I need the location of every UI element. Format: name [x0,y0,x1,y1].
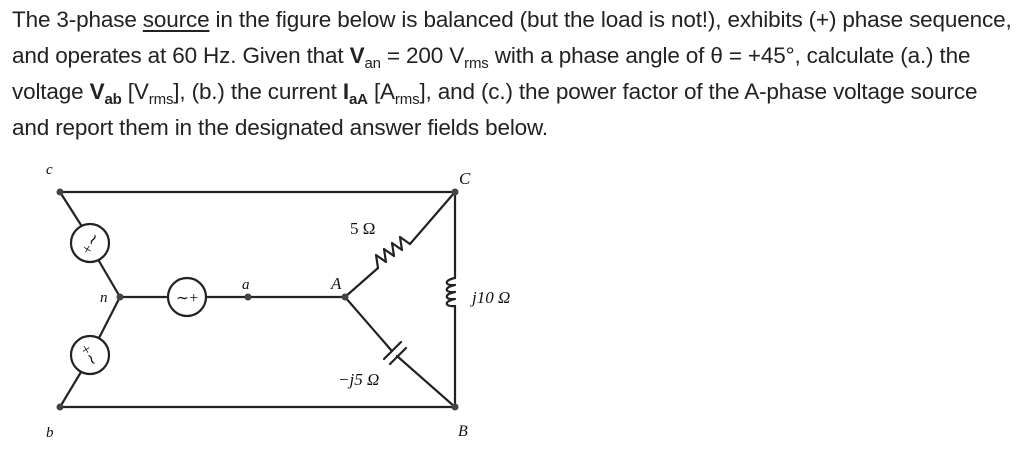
wire-c-to-source [60,192,81,225]
node-a-dot [245,294,252,301]
vab-subscript: ab [104,91,122,108]
wire-A-to-capacitor [345,297,391,350]
resistor-label: 5 Ω [350,219,376,238]
source-c-glyph: +∼ [78,229,105,258]
vab-unit-subscript: rms [148,91,174,108]
source-word: source [142,7,210,32]
vrms-subscript: rms [464,55,489,72]
iaa-subscript: aA [348,91,368,108]
wire-resistor-to-C [410,192,455,244]
capacitor-label: −j5 Ω [338,370,380,389]
label-b: b [46,425,54,441]
iaa-unit-subscript: rms [394,91,420,108]
vab-symbol: V [89,79,105,104]
circuit-diagram [0,150,560,450]
label-C: C [459,169,471,188]
wire-A-to-resistor [345,268,378,297]
node-b-dot [57,404,64,411]
label-c: c [46,162,53,178]
label-A: A [331,274,342,293]
node-B-dot [452,404,459,411]
iaa-symbol: I [342,79,349,104]
problem-text-6: ], (b.) the current [173,79,343,104]
label-B: B [458,423,468,440]
problem-text-8: ], and (c.) the power factor of the A-phase voltage source and report them in the designated answer fields below. [12,79,978,140]
inductor-label: j10 Ω [472,288,511,307]
problem-text-2: in the figure below is balanced (but the load is not!), exhibits (+) phase sequence, and operates at 60 Hz. Given that [12,7,1012,68]
van-symbol: V [349,43,365,68]
wire-source-b-to-b [60,372,81,407]
problem-text-4: with a phase angle of θ = +45°, calculate (a.) the voltage [12,43,971,104]
label-a: a [242,277,250,293]
node-c-dot [57,189,64,196]
wire-capacitor-to-B [397,356,455,407]
problem-text-3: = 200 V [380,43,465,68]
label-n: n [100,290,108,306]
resistor-zigzag [376,237,410,268]
inductor-coil [447,278,455,306]
node-n-dot [117,294,124,301]
node-A-dot [342,294,349,301]
problem-text-1: The 3-phase [12,7,143,32]
problem-text-7: [A [367,79,395,104]
node-C-dot [452,189,459,196]
source-b-glyph: +∼ [75,341,102,370]
problem-text-5: [V [121,79,149,104]
source-a-glyph: ∼+ [175,290,199,307]
van-subscript: an [364,55,381,72]
problem-statement [12,2,1017,146]
